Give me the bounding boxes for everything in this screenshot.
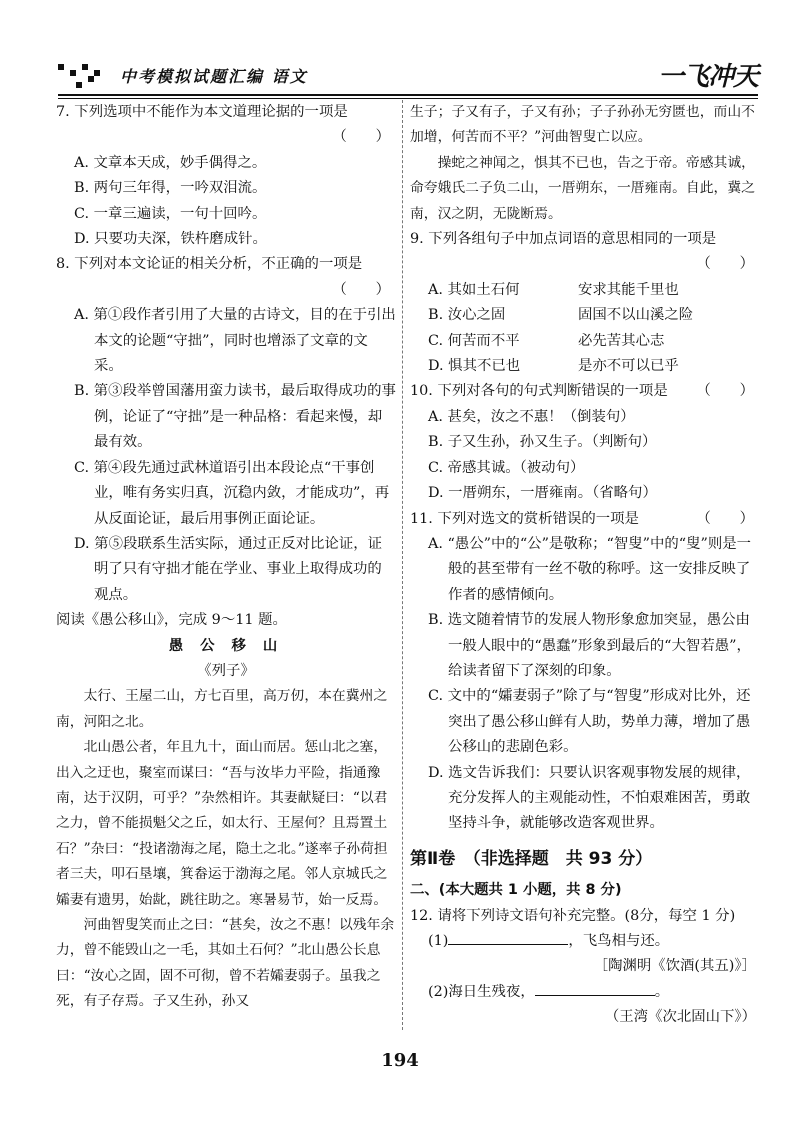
answer-blank-1[interactable] xyxy=(448,930,568,945)
question-11-answer-paren: （ ） xyxy=(696,510,754,527)
question-10-text: 10. 下列对各句的句式判断错误的一项是 xyxy=(410,383,668,400)
header-rule xyxy=(58,94,758,96)
question-9-option-a-left: A. 其如土石何 xyxy=(428,281,520,298)
question-9-answer-paren: （ ） xyxy=(696,256,754,273)
answer-blank-2[interactable] xyxy=(535,981,655,996)
page-header xyxy=(58,56,758,96)
column-divider xyxy=(402,100,403,1030)
header-logo-squares xyxy=(58,64,102,88)
header-rule-thin xyxy=(58,98,758,99)
passage-paragraph-3: 河曲智叟笑而止之曰：“甚矣，汝之不惠！以残年余力，曾不能毁山之一毛，其如土石何？”北山愚公长息曰：“汝心之固，固不可彻，曾不若孀妻弱子。虽我之死，有子存焉。子又生孙，孙又 xyxy=(56,917,395,1010)
passage-title: 愚 公 移 山 xyxy=(168,637,284,654)
question-11-option-b: B. 选文随着情节的发展人物形象愈加突显，愚公由一般人眼中的“愚蠢”形象到最后的“大智若愚”，给读者留下了深刻的印象。 xyxy=(428,612,751,679)
question-7-answer-paren: （ ） xyxy=(332,129,390,146)
section-2-title: 第Ⅱ卷 （非选择题 共 93 分） xyxy=(410,848,653,869)
question-9-option-c-left: C. 何苦而不平 xyxy=(428,332,520,349)
question-11-text: 11. 下列对选文的赏析错误的一项是 xyxy=(410,510,639,527)
question-7-option-a: A. 文章本天成，妙手偶得之。 xyxy=(74,154,267,171)
question-9-option-b-left: B. 汝心之固 xyxy=(428,307,506,324)
question-10-option-b: B. 子又生孙，孙又生子。（判断句） xyxy=(428,434,657,451)
question-11-option-d: D. 选文告诉我们：只要认识客观事物发展的规律，充分发挥人的主观能动性，不怕艰难困苦，勇敢坚持斗争，就能够改造客观世界。 xyxy=(428,764,751,832)
question-10-option-a: A. 甚矣，汝之不惠！（倒装句） xyxy=(428,408,635,425)
question-11-option-a: A. “愚公”中的“公”是敬称；“智叟”中的“叟”则是一般的甚至带有一丝不敬的称呼。这一安排反映了作者的感情倾向。 xyxy=(428,535,752,603)
question-12-item-1-suffix: ，飞鸟相与还。 xyxy=(568,933,670,949)
question-9-options xyxy=(410,278,760,380)
question-10-option-d: D. 一厝朔东，一厝雍南。（省略句） xyxy=(428,485,657,502)
question-12-item-2-suffix: 。 xyxy=(654,983,670,1000)
left-column xyxy=(56,100,396,1015)
question-10-option-c: C. 帝感其诚。（被动句） xyxy=(428,459,585,476)
question-9-option-a-right: 安求其能千里也 xyxy=(578,281,679,298)
passage-continued-2: 操蛇之神闻之，惧其不已也，告之于帝。帝感其诚，命夸娥氏二子负二山，一厝朔东，一厝雍南。自此，冀之南，汉之阴，无陇断焉。 xyxy=(410,154,755,222)
question-7-option-d: D. 只要功夫深，铁杵磨成针。 xyxy=(74,231,267,248)
passage-continued-1: 生子；子又有子，子又有孙；子子孙孙无穷匮也，而山不加增，何苦而不平？”河曲智叟亡以应。 xyxy=(410,104,755,146)
question-7-option-b: B. 两句三年得，一吟双泪流。 xyxy=(74,180,267,197)
question-7-option-c: C. 一章三遍读，一句十回吟。 xyxy=(74,205,267,222)
question-7-stem: 7. 下列选项中不能作为本文道理论据的一项是 xyxy=(56,104,348,120)
passage-paragraph-1: 太行、王屋二山，方七百里，高万仞，本在冀州之南，河阳之北。 xyxy=(56,688,388,730)
right-column xyxy=(410,100,760,1031)
question-8-option-a: A. 第①段作者引用了大量的古诗文，目的在于引出本文的论题“守拙”，同时也增添了文章的文采。 xyxy=(74,307,396,375)
question-10-stem xyxy=(410,379,760,404)
passage-author: 《列子》 xyxy=(197,662,255,679)
reading-instruction: 阅读《愚公移山》，完成 9～11 题。 xyxy=(56,612,287,629)
question-12-item-1 xyxy=(410,929,760,954)
question-9-option-d-left: D. 惧其不已也 xyxy=(428,358,521,375)
question-8-option-d: D. 第⑤段联系生活实际，通过正反对比论证，证明了只有守拙才能在学业、事业上取得成功的观点。 xyxy=(74,535,382,603)
question-10-answer-paren: （ ） xyxy=(696,383,754,400)
part-2-heading: 二、(本大题共 1 小题，共 8 分) xyxy=(410,882,622,899)
question-11-option-c: C. 文中的“孀妻弱子”除了与“智叟”形成对比外，还突出了愚公移山鲜有人助，势单力薄，增加了愚公移山的悲剧色彩。 xyxy=(428,688,751,756)
question-12-item-1-prefix: (1) xyxy=(428,933,449,949)
question-8-option-b: B. 第③段举曾国藩用蛮力读书，最后取得成功的事例，论证了“守拙”是一种品格：看起来慢，却最有效。 xyxy=(74,383,396,451)
question-12-item-2-prefix: (2)海日生残夜， xyxy=(428,983,535,1000)
question-12-item-2-source: （王湾《次北固山下》） xyxy=(604,1009,756,1026)
question-8-option-c: C. 第④段先通过武林道语引出本段论点“干事创业，唯有务实归真，沉稳内敛，才能成功”，再从反面论证，最后用事例正面论证。 xyxy=(74,459,390,527)
question-9-option-b-right: 固国不以山溪之险 xyxy=(578,307,694,324)
question-8-answer-paren: （ ） xyxy=(332,281,390,298)
page-number: 194 xyxy=(381,1050,419,1071)
question-11-stem xyxy=(410,507,760,532)
question-8-stem: 8. 下列对本文论证的相关分析，不正确的一项是 xyxy=(56,256,363,273)
question-12-item-1-source: ［陶渊明《饮酒(其五)》］ xyxy=(593,958,756,975)
question-9-stem: 9. 下列各组句子中加点词语的意思相同的一项是 xyxy=(410,231,717,248)
brand-logo: 一飞冲天 xyxy=(657,62,758,92)
question-9-option-d-right: 是亦不可以已乎 xyxy=(578,358,679,375)
series-title: 中考模拟试题汇编 语文 xyxy=(120,67,308,86)
question-12-item-2 xyxy=(410,980,760,1005)
question-12-stem: 12. 请将下列诗文语句补充完整。(8分，每空 1 分) xyxy=(410,907,736,924)
passage-paragraph-2: 北山愚公者，年且九十，面山而居。惩山北之塞，出入之迂也，聚室而谋曰：“吾与汝毕力平险，指通豫南，达于汉阴，可乎？”杂然相许。其妻献疑曰：“以君之力，曾不能损魁父之丘，如太行、王屋何？且焉置土石？”杂曰：“投诸渤海之尾，隐土之北。”遂率子孙荷担者三夫，叩石垦壤，箕畚运于渤海之尾。邻人京城氏之孀妻有遗男，始龀，跳往助之。寒暑易节，始一反焉。 xyxy=(56,739,388,908)
question-9-option-c-right: 必先苦其心志 xyxy=(578,332,665,349)
